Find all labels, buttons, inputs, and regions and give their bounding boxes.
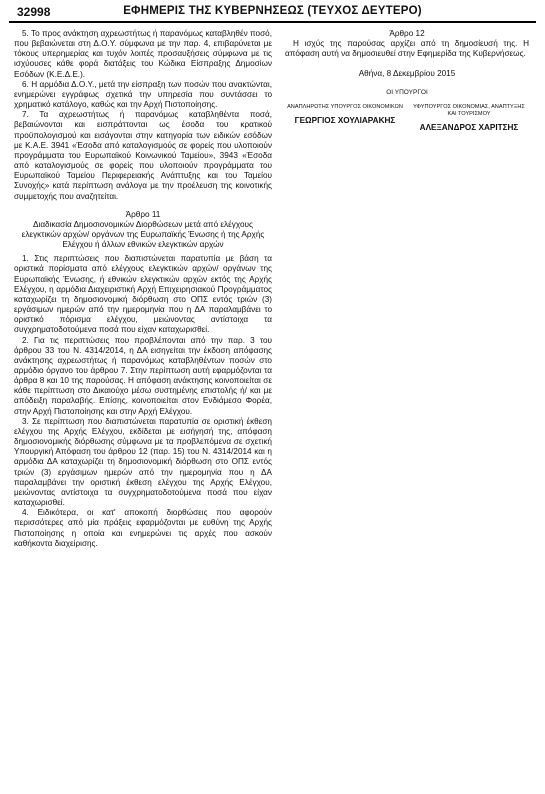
minister-2 [409,104,529,133]
article-12-text: Η ισχύς της παρούσας αρχίζει από τη δημοσίευσή της. Η απόφαση αυτή να δημοσιευθεί στην Εφημερίδα της Κυβερνήσεως. [285,39,529,59]
article-12-title: Άρθρο 12 [389,29,425,38]
article-11-paragraph-4: 4. Ειδικότερα, οι κατ' αποκοπή διορθώσεις που αφορούν περισσότερες από μία πράξεις εφαρμόζονται με ευθύνη της Αρχής Πιστοποίησης η οποία και ενημερώνει τις αρχές που ασκούν καθήκοντα διαχείρισης. [14,508,272,548]
right-column [285,29,529,133]
article-11-paragraph-1: 1. Στις περιπτώσεις που διαπιστώνεται παρατυπία με βάση τα οριστικά πορίσματα από ελέγχους ελεγκτικών αρχών/ οργάνων της Ευρωπαϊκής Ένωσης, ή εθνικών ελεγκτικών αρχών εκτός της Αρχής Ελέγχου, η αρμόδια Διαχειριστική Αρχή Επιχειρησιακού Προγράμματος καταχωρίζει τη δημοσιονομική διόρθωση στο ΟΠΣ εντός τριών (3) εργάσιμων ημερών από την ημερομηνία που η ΔΑ παραλαμβάνει το οριστικό πόρισμα ελέγχου, μειώνοντας αντίστοιχα τα συγχρηματοδοτούμενα ποσά που είχαν καταχωρισθεί. [14,254,272,335]
journal-title: ΕΦΗΜΕΡΙΣ ΤΗΣ ΚΥΒΕΡΝΗΣΕΩΣ (ΤΕΥΧΟΣ ΔΕΥΤΕΡΟ) [123,5,422,17]
minister-2-name: ΑΛΕΞΑΝΔΡΟΣ ΧΑΡΙΤΣΗΣ [419,122,519,132]
header-rule [9,21,536,23]
minister-1-title: ΑΝΑΠΛΗΡΩΤΗΣ ΥΠΟΥΡΓΟΣ ΟΙΚΟΝΟΜΙΚΩΝ [287,103,403,110]
paragraph-5: 5. Το προς ανάκτηση αχρεωστήτως ή παρανόμως καταβληθέν ποσό, που βεβαιώνεται στη Δ.Ο.Υ. σύμφωνα με την παρ. 4, επιβαρύνεται με τόκους υπερημερίας και τυχόν λοιπές προσαυξήσεις σύμφωνα με τις ισχύουσες κάθε φορά διατάξεις του Κώδικα Είσπραξης Δημοσίων Εσόδων (Κ.Ε.Δ.Ε.). [14,29,272,79]
left-column [14,29,272,549]
minister-2-title: ΥΦΥΠΟΥΡΓΟΣ ΟΙΚΟΝΟΜΙΑΣ, ΑΝΑΠΤΥΞΗΣ ΚΑΙ ΤΟΥΡΙΣΜΟΥ [413,103,525,117]
article-11-subtitle: Διαδικασία Δημοσιονομικών Διορθώσεων μετά από ελέγχους ελεγκτικών αρχών/ οργάνων της Ευρωπαϊκής Ένωσης ή της Αρχής Ελέγχου ή άλλων εθνικών ελεγκτικών αρχών [21,219,265,250]
article-11-paragraph-2: 2. Για τις περιπτώσεις που προβλέπονται από την παρ. 3 του άρθρου 33 του Ν. 4314/2014, η ΔΑ εισηγείται την έκδοση απόφασης ανάκτησης αχρεωστήτως ή παρανόμως καταβληθέντων ποσών στο αρμόδιο όργανο του άρθρου 7. Στην περίπτωση αυτή εφαρμόζονται τα άρθρα 8 και 10 της παρούσας. Η απόφαση ανάκτησης κοινοποιείται σε κάθε περίπτωση στο Δικαιούχο μέσω συστημένης επιστολής ή/ και με απόδειξη παραλαβής. Επίσης, κοινοποιείται στον Ενδιάμεσο Φορέα, στην Αρχή Πιστοποίησης και στην Αρχή Ελέγχου. [14,335,272,416]
ministers-signatures [285,104,529,133]
date-line: Αθήνα, 8 Δεκεμβρίου 2015 [358,69,456,79]
ministers-heading: ΟΙ ΥΠΟΥΡΓΟΙ [386,88,428,96]
paragraph-7: 7. Τα αχρεωστήτως ή παρανόμως καταβληθέντα ποσά, βεβαιώνονται και εισπράττονται ως έσοδα του κρατικού προϋπολογισμού και εισάγονται στην κατηγορία των ειδικών εσόδων με Κ.Α.Ε. 3941 «Έσοδα από καταλογισμούς σε φορείς που υλοποιούν προγράμματα του Ευρωπαϊκού Κοινωνικού Ταμείου», 3943 «Έσοδα από καταλογισμούς σε φορείς που υλοποιούν προγράμματα του Ευρωπαϊκού Ταμείου Περιφερειακής Ανάπτυξης και του Ταμείου Συνοχής» κατά περίπτωση ανάλογα με την προέλευση της κοινοτικής συμμετοχής που αναζητείται. [14,110,272,201]
minister-1-name: ΓΕΩΡΓΙΟΣ ΧΟΥΛΙΑΡΑΚΗΣ [294,115,396,125]
minister-1 [285,104,405,133]
paragraph-6: 6. Η αρμόδια Δ.Ο.Υ., μετά την είσπραξη των ποσών που ανακτώνται, ενημερώνει εγγράφως σχετικά την υπηρεσία που συντάσσει το χρηματικό κατάλογο, καθώς και την Αρχή Πιστοποίησης. [14,79,272,110]
page-header [9,2,536,22]
article-11-title: Άρθρο 11 [125,209,161,219]
article-11-paragraph-3: 3. Σε περίπτωση που διαπιστώνεται παρατυπία σε οριστική έκθεση ελέγχου της Αρχής Ελέγχου, εκδίδεται με εισήγησή της, απόφαση δημοσιονομικής διόρθωσης σύμφωνα με τα προβλεπόμενα σε σχετική Υπουργική Απόφαση του άρθρου 12 (παρ. 15) του Ν. 4314/2014 και η αρμόδια ΔΑ καταχωρίζει τη δημοσιονομική διόρθωση στο ΟΠΣ εντός τριών (3) εργάσιμων ημερών από την ημερομηνία που η ΔΑ παραλαμβάνει την οριστική έκθεση ελέγχου της Αρχής Ελέγχου, μειώνοντας αντίστοιχα τα συγχρηματοδοτούμενα ποσά που είχαν καταχωρισθεί. [14,416,272,508]
page-number: 32998 [17,5,51,19]
